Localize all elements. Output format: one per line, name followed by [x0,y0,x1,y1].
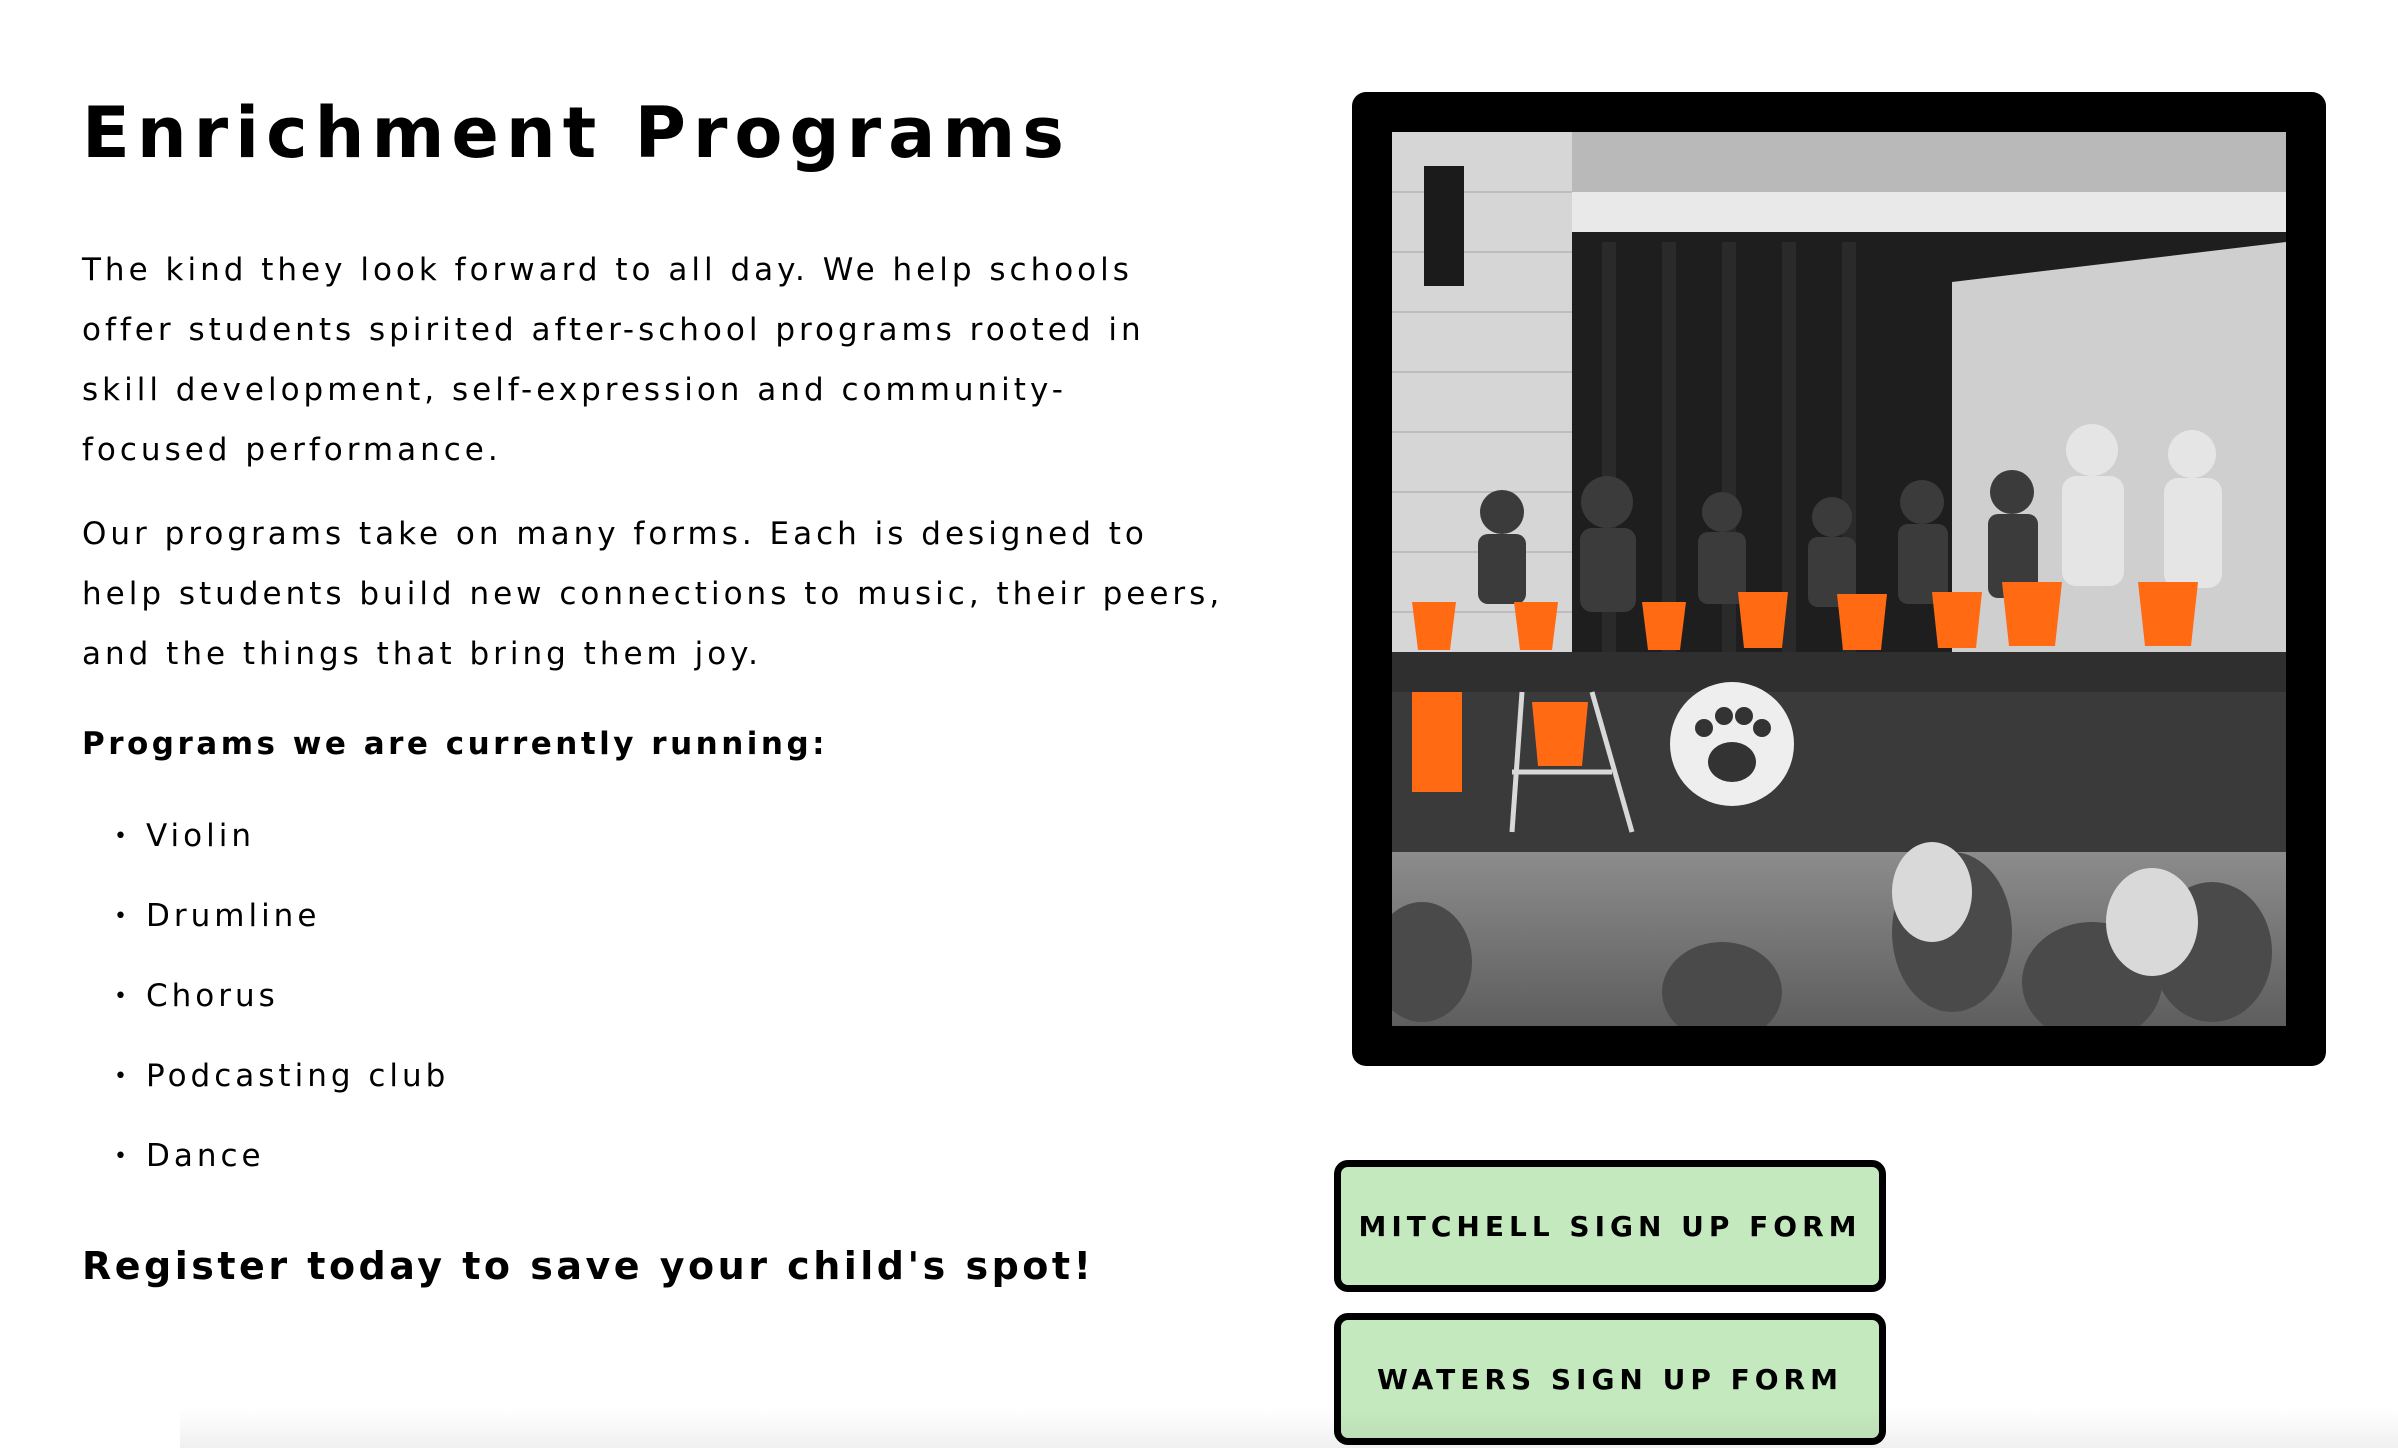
list-item [82,956,1232,1036]
photo-frame [1352,92,2326,1066]
page-bottom-shadow [180,1408,2398,1448]
list-item [82,796,1232,876]
list-item [82,1116,1232,1196]
program-label: Drumline [146,898,321,934]
mitchell-signup-button[interactable]: MITCHELL SIGN UP FORM [1334,1160,1886,1292]
list-item [82,876,1232,956]
waters-signup-button[interactable]: WATERS SIGN UP FORM [1334,1313,1886,1445]
program-label: Dance [146,1138,265,1174]
photo-bucket-drumming-icon [1392,132,2286,1026]
bullet-icon: • [114,903,127,929]
program-list [82,796,1232,1196]
program-label: Violin [146,818,255,854]
bullet-icon: • [114,1063,127,1089]
list-item [82,1036,1232,1116]
performance-photo [1392,132,2286,1026]
program-label: Chorus [146,978,279,1014]
intro-paragraph-1: The kind they look forward to all day. We help schools offer students spirited after-school programs rooted in skill development, self-expression and community-focused performance. [82,252,1145,468]
bullet-icon: • [114,983,127,1009]
register-callout: Register today to save your child's spot! [82,1244,1095,1288]
programs-heading: Programs we are currently running: [82,726,829,762]
bullet-icon: • [114,823,127,849]
program-label: Podcasting club [146,1058,450,1094]
page-title: Enrichment Programs [82,92,1071,174]
intro-paragraph-2: Our programs take on many forms. Each is designed to help students build new connections to music, their peers, and the things that bring them joy. [82,516,1224,672]
content-column [82,78,1232,1294]
bullet-icon: • [114,1143,127,1169]
